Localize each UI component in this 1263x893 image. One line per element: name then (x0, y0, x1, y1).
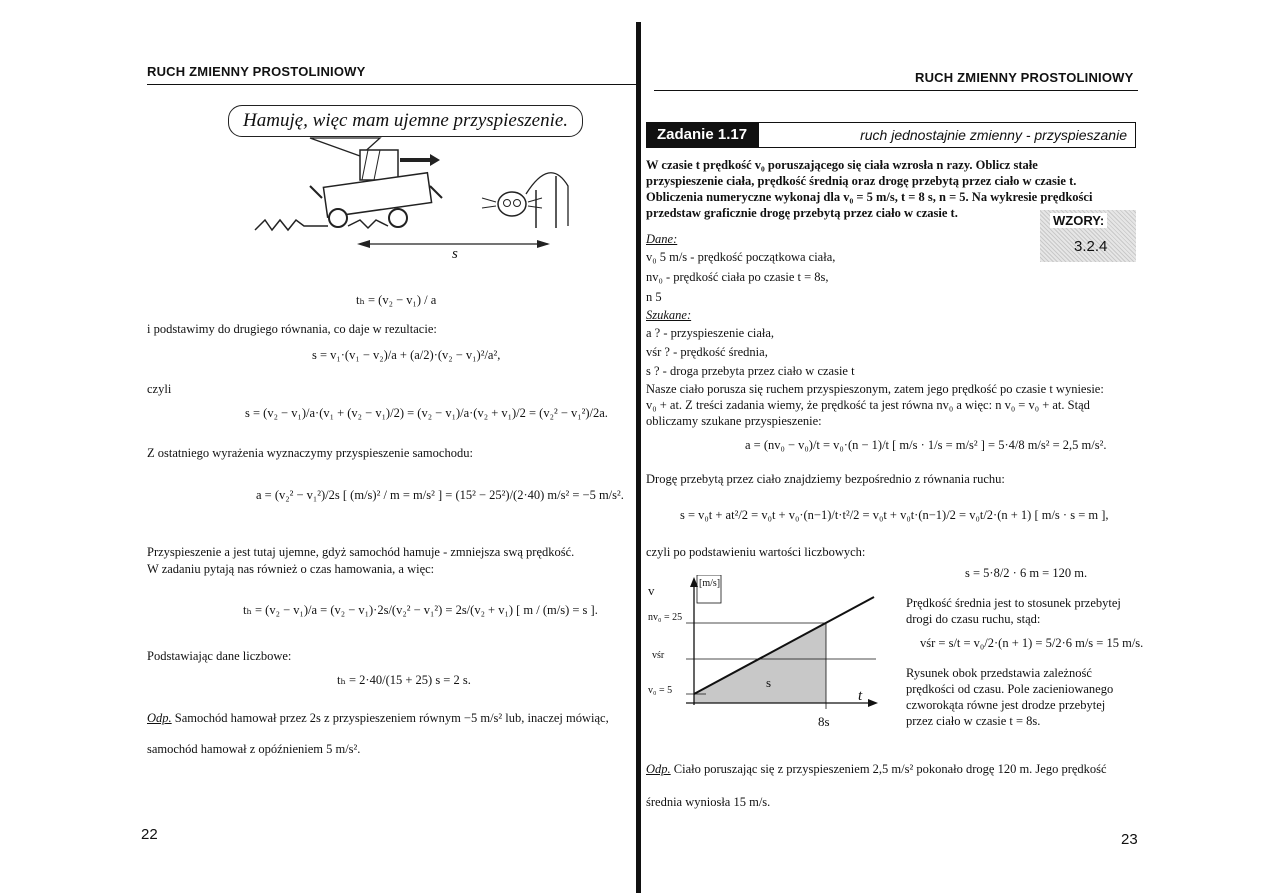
answer-label: Odp. (147, 711, 172, 725)
paragraph: v₀ + at. Z treści zadania wiemy, że prędkość ta jest równa nv₀ a więc: n v₀ = v₀ + at. Stąd (646, 398, 1090, 412)
side-text: prędkości od czasu. Pole zacieniowanego (906, 682, 1114, 696)
side-text: czworokąta równe jest drodze przebytej (906, 698, 1106, 712)
unknowns-label: Szukane: (646, 308, 692, 322)
answer (646, 762, 1136, 777)
graph-t-axis-label: t (858, 688, 863, 704)
side-text: Rysunek obok przedstawia zależność (906, 666, 1092, 680)
graph-label-v0: v₀ = 5 (648, 685, 673, 696)
equation-acceleration: a = (v₂² − v₁²)/2s [ (m/s)² / m = m/s² ] = (15² − 25²)/(2·40) m/s² = −5 m/s². (256, 488, 624, 502)
equation-distance-numeric: s = 5·8/2 · 6 m = 120 m. (965, 566, 1088, 580)
equation-acceleration: a = (nv₀ − v₀)/t = v₀·(n − 1)/t [ m/s · 1/s = m/s² ] = 5·4/8 m/s² = 2,5 m/s². (745, 438, 1107, 452)
task-text: przedstaw graficznie drogę przebytą przez ciało w czasie t. (646, 206, 958, 220)
answer-label: Odp. (646, 762, 671, 776)
left-header-rule (147, 84, 637, 85)
given-label: Dane: (646, 232, 678, 246)
paragraph: obliczamy szukane przyspieszenie: (646, 414, 822, 428)
equation-braking-time-expanded: tₕ = (v₂ − v₁)/a = (v₂ − v₁)·2s/(v₂² − v₁²) = 2s/(v₂ + v₁) [ m / (m/s) = s ]. (243, 603, 598, 617)
answer-continued: samochód hamował z opóźnieniem 5 m/s². (147, 742, 361, 756)
paragraph: W zadaniu pytają nas również o czas hamowania, a więc: (147, 562, 435, 576)
distance-label: s (452, 246, 458, 262)
task-text: Obliczenia numeryczne wykonaj dla v₀ = 5 m/s, t = 8 s, n = 5. Na wykresie prędkości (646, 190, 1093, 204)
side-text: przez ciało w czasie t = 8s. (906, 714, 1041, 728)
answer-text: Samochód hamował przez 2s z przyspieszeniem równym −5 m/s² lub, inaczej mówiąc, (171, 711, 609, 725)
task-text: przyspieszenie ciała, prędkość średnią oraz drogę przebytą przez ciało w czasie t. (646, 174, 1077, 188)
equation-braking-time-numeric: tₕ = 2·40/(15 + 25) s = 2 s. (337, 673, 471, 687)
formulas-label: WZORY: (1050, 213, 1107, 228)
right-page-number: 23 (1121, 831, 1138, 848)
answer (147, 711, 637, 726)
paragraph: Przyspieszenie a jest tutaj ujemne, gdyż samochód hamuje - zmniejsza swą prędkość. (147, 545, 575, 559)
left-page-number: 22 (141, 826, 158, 843)
graph-v-axis-label: v (648, 583, 655, 598)
side-text: Prędkość średnia jest to stosunek przebytej (906, 596, 1121, 610)
book-spine (636, 22, 641, 893)
task-header (646, 122, 1136, 148)
unknown-item: vśr ? - prędkość średnia, (646, 345, 768, 359)
paragraph: i podstawimy do drugiego równania, co daje w rezultacie: (147, 322, 437, 336)
braking-car-illustration (250, 136, 580, 261)
given-item: n 5 (646, 290, 662, 304)
formulas-reference-box (1040, 210, 1136, 262)
answer-continued: średnia wyniosła 15 m/s. (646, 795, 771, 809)
graph-label-vsr: vśr (652, 650, 665, 661)
speech-bubble: Hamuję, więc mam ujemne przyspieszenie. (228, 105, 583, 137)
paragraph: Nasze ciało porusza się ruchem przyspieszonym, zatem jego prędkość po czasie t wyniesie: (646, 382, 1104, 396)
velocity-time-graph (646, 575, 886, 735)
given-item: nv₀ - prędkość ciała po czasie t = 8s, (646, 270, 829, 284)
formulas-ref: 3.2.4 (1074, 238, 1108, 255)
task-topic: ruch jednostajnie zmienny - przyspieszanie (860, 127, 1127, 143)
paragraph: czyli (147, 382, 172, 396)
side-text: drogi do czasu ruchu, stąd: (906, 612, 1041, 626)
left-running-header: RUCH ZMIENNY PROSTOLINIOWY (147, 64, 366, 79)
paragraph: Z ostatniego wyrażenia wyznaczymy przyspieszenie samochodu: (147, 446, 473, 460)
right-running-header: RUCH ZMIENNY PROSTOLINIOWY (915, 70, 1134, 85)
paragraph: Drogę przebytą przez ciało znajdziemy bezpośrednio z równania ruchu: (646, 472, 1005, 486)
equation-braking-time: tₕ = (v₂ − v₁) / a (356, 293, 437, 307)
graph-unit: [m/s] (699, 578, 721, 589)
task-text: W czasie t prędkość v₀ poruszającego się ciała wzrosła n razy. Oblicz stałe (646, 158, 1038, 172)
graph-area-label: s (766, 675, 772, 690)
graph-label-nv0: nv₀ = 25 (648, 612, 683, 623)
graph-label-8s: 8s (818, 714, 830, 729)
equation-average-speed: vśr = s/t = v₀/2·(n + 1) = 5/2·6 m/s = 15 m/s. (920, 636, 1144, 650)
given-item: v₀ 5 m/s - prędkość początkowa ciała, (646, 250, 836, 264)
equation-distance: s = v₁·(v₁ − v₂)/a + (a/2)·(v₂ − v₁)²/a², (312, 348, 501, 362)
equation-distance-expanded: s = (v₂ − v₁)/a·(v₁ + (v₂ − v₁)/2) = (v₂ − v₁)/a·(v₂ + v₁)/2 = (v₂² − v₁²)/2a. (245, 406, 608, 420)
unknown-item: a ? - przyspieszenie ciała, (646, 326, 775, 340)
right-header-rule (654, 90, 1138, 91)
paragraph: Podstawiając dane liczbowe: (147, 649, 292, 663)
equation-distance: s = v₀t + at²/2 = v₀t + v₀·(n−1)/t·t²/2 = v₀t + v₀t·(n−1)/2 = v₀t/2·(n + 1) [ m/s · s = m ], (680, 508, 1109, 522)
unknown-item: s ? - droga przebyta przez ciało w czasie t (646, 364, 855, 378)
task-label: Zadanie 1.17 (647, 123, 759, 147)
answer-text: Ciało poruszając się z przyspieszeniem 2,5 m/s² pokonało drogę 120 m. Jego prędkość (670, 762, 1107, 776)
paragraph: czyli po podstawieniu wartości liczbowych: (646, 545, 866, 559)
